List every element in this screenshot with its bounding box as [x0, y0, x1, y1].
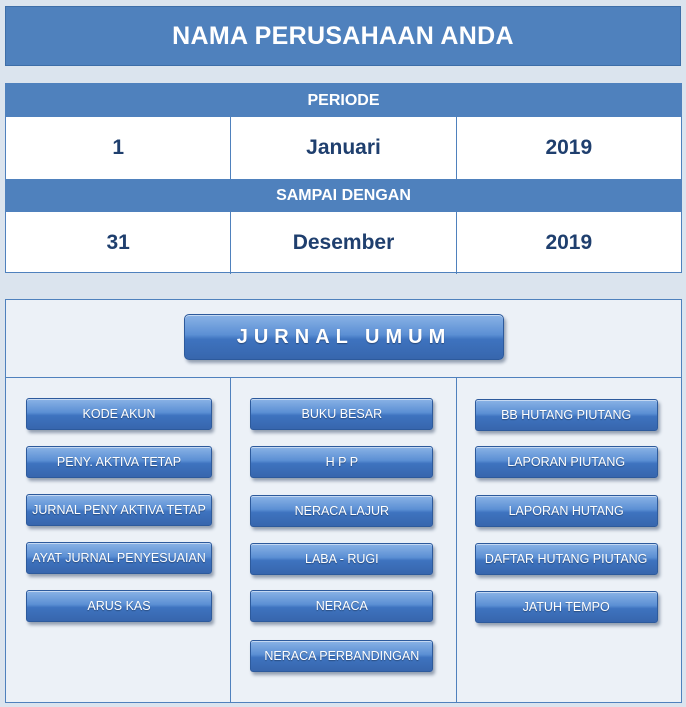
menu-columns [6, 378, 681, 702]
end-day-cell[interactable]: 31 [6, 212, 231, 274]
menu-column-1 [6, 378, 231, 702]
neraca-perbandingan-button[interactable]: NERACA PERBANDINGAN [250, 640, 433, 672]
start-year-cell[interactable]: 2019 [545, 136, 593, 159]
jurnal-peny-aktiva-tetap-button[interactable]: JURNAL PENY AKTIVA TETAP [26, 494, 212, 526]
ayat-jurnal-penyesuaian-button[interactable]: AYAT JURNAL PENYESUAIAN [26, 542, 212, 574]
menu-column-2 [231, 378, 456, 702]
end-year-cell[interactable]: 2019 [545, 231, 593, 254]
laporan-hutang-button[interactable]: LAPORAN HUTANG [475, 495, 658, 527]
period-start-row [6, 117, 681, 179]
buku-besar-button[interactable]: BUKU BESAR [250, 398, 433, 430]
end-month-cell[interactable]: Desember [231, 212, 456, 274]
bb-hutang-piutang-button[interactable]: BB HUTANG PIUTANG [475, 399, 658, 431]
kode-akun-button[interactable]: KODE AKUN [26, 398, 212, 430]
laba-rugi-button[interactable]: LABA - RUGI [250, 543, 433, 575]
hpp-button[interactable]: H P P [250, 446, 433, 478]
period-end-row [6, 212, 681, 274]
start-day-cell[interactable]: 1 [6, 117, 231, 179]
daftar-hutang-piutang-button[interactable]: DAFTAR HUTANG PIUTANG [475, 543, 658, 575]
until-label: SAMPAI DENGAN [6, 179, 681, 212]
peny-aktiva-tetap-button[interactable]: PENY. AKTIVA TETAP [26, 446, 212, 478]
menu-column-3 [457, 378, 681, 702]
period-label: PERIODE [6, 84, 681, 117]
laporan-piutang-button[interactable]: LAPORAN PIUTANG [475, 446, 658, 478]
jatuh-tempo-button[interactable]: JATUH TEMPO [475, 591, 658, 623]
menu-panel [5, 299, 682, 703]
menu-header [6, 300, 681, 378]
start-month-cell[interactable]: Januari [231, 117, 456, 179]
arus-kas-button[interactable]: ARUS KAS [26, 590, 212, 622]
period-panel [5, 83, 682, 273]
company-title: NAMA PERUSAHAAN ANDA [5, 6, 681, 66]
neraca-lajur-button[interactable]: NERACA LAJUR [250, 495, 433, 527]
jurnal-umum-button[interactable]: JURNAL UMUM [184, 314, 504, 360]
neraca-button[interactable]: NERACA [250, 590, 433, 622]
